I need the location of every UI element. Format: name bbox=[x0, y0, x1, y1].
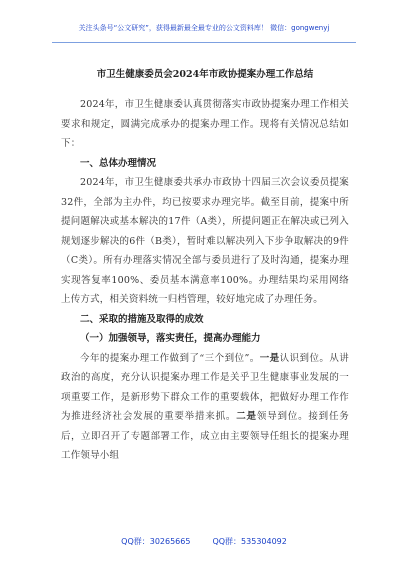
qq-group-1: QQ群：30265665 bbox=[121, 537, 191, 546]
leadership-text-3: 领导到位。接到任务后，立即召开了专题部署工作，成立由主要领导任组长的提案办理工作领导小组 bbox=[61, 411, 349, 461]
leadership-text-2: 认识到位。从讲政治的高度，充分认识提案办理工作是关乎卫生健康事业发展的一项重要工作，是新形势下群众工作的重要载体，把做好办理工作作为推进经济社会发展的重要举措来抓。 bbox=[61, 352, 350, 422]
intro-paragraph: 2024年，市卫生健康委认真贯彻落实市政协提案办理工作相关要求和规定，圆满完成承办的提案办理工作。现将有关情况总结如下： bbox=[61, 99, 349, 149]
footer-contacts bbox=[0, 537, 408, 547]
subsection-heading-leadership: （一）加强领导，落实责任，提高办理能力 bbox=[80, 333, 261, 344]
overall-paragraph: 2024年，市卫生健康委共承办市政协十四届三次会议委员提案32件，全部为主办件，均已按要求办理完毕。截至目前，提案中所提问题解决或基本解决的17件（A类），所提问题正在解决或已列入规划逐步解决的6件（B类），暂时难以解决列入下步争取解决的9件（C类）。所有办理落实情况全部与委员进行了及时沟通，提案办理实现答复率100%、委员基本满意率100%。办理结果均采用网络上传方式，相关资料统一归档管理，较好地完成了办理任务。 bbox=[61, 177, 349, 305]
section-heading-overall: 一、总体办理情况 bbox=[80, 157, 157, 169]
leadership-text-1: 今年的提案办理工作做到了“三个到位”。 bbox=[80, 352, 260, 364]
lead-marker-2: 二是 bbox=[236, 411, 257, 422]
leadership-paragraph bbox=[61, 349, 349, 466]
top-banner: 关注头条号“公文研究”，获得最新最全最专业的公文资料库！ 微信：gongwenyj bbox=[78, 24, 330, 32]
lead-marker-1: 一是 bbox=[259, 352, 280, 364]
section-heading-measures: 二、采取的措施及取得的成效 bbox=[80, 313, 204, 325]
qq-group-2: QQ群：535304092 bbox=[212, 537, 287, 546]
document-title: 市卫生健康委员会2024年市政协提案办理工作总结 bbox=[96, 69, 314, 80]
header-divider bbox=[52, 42, 356, 43]
document-body bbox=[61, 60, 349, 466]
